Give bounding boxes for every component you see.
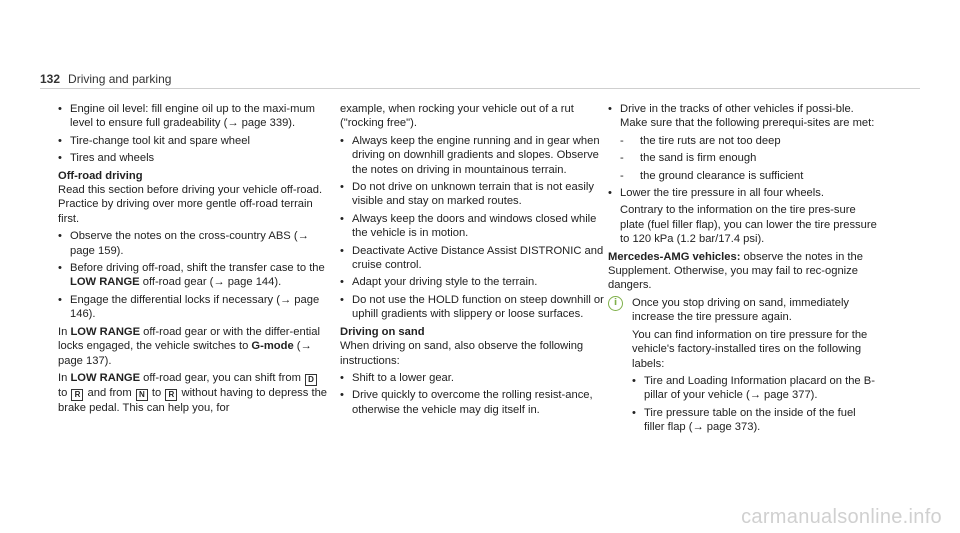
bullet-tires-wheels: • Tires and wheels (58, 151, 328, 165)
bullet-engine-oil: • Engine oil level: fill engine oil up to the maxi-mum level to ensure full gradeability (→ page 339). (58, 102, 328, 131)
gear-r-icon: R (71, 389, 83, 401)
bullet-pressure-table: • Tire pressure table on the inside of the fuel filler flap (→ page 373). (632, 406, 878, 435)
bullet-hold-function: • Do not use the HOLD function on steep downhill or uphill gradients with slippery or loose surfaces. (340, 293, 610, 322)
para-g-mode: In LOW RANGE off-road gear or with the differ-ential locks engaged, the vehicle switches to G-mode (→ page 137). (58, 325, 320, 367)
sand-intro: When driving on sand, also observe the following instructions: (340, 340, 584, 367)
dash-sand-firm: - the sand is firm enough (608, 151, 878, 165)
para-shift: In LOW RANGE off-road gear, you can shift from D to R and from N to R without having to depress the brake pedal. This can help you, for (58, 371, 328, 414)
info-icon: i (608, 296, 623, 311)
gear-n-icon: N (136, 389, 148, 401)
page-header (40, 72, 171, 86)
note-text: Once you stop driving on sand, immediately increase the tire pressure again. (632, 296, 850, 324)
column-2 (340, 102, 610, 420)
para-rocking: example, when rocking your vehicle out of a rut ("rocking free"). (340, 103, 574, 130)
gear-r-icon: R (165, 389, 177, 401)
gear-d-icon: D (305, 374, 317, 386)
para-amg: Mercedes-AMG vehicles: observe the notes in the Supplement. Otherwise, you may fail to rec-ognize dangers. (608, 250, 863, 292)
heading-offroad: Off-road driving (58, 169, 143, 182)
bullet-lower-gear: • Shift to a lower gear. (340, 371, 610, 385)
header-divider (40, 88, 920, 89)
bullet-distronic: • Deactivate Active Distance Assist DISTRONIC and cruise control. (340, 244, 610, 273)
bullet-diff-locks: • Engage the differential locks if necessary (→ page 146). (58, 293, 328, 322)
column-3 (608, 102, 878, 438)
bullet-abs: • Observe the notes on the cross-country ABS (→ page 159). (58, 229, 328, 258)
dash-ground-clearance: - the ground clearance is sufficient (608, 169, 878, 183)
bullet-unknown-terrain: • Do not drive on unknown terrain that is not easily visible and stay on marked routes. (340, 180, 610, 209)
column-1 (58, 102, 328, 415)
page-number: 132 (40, 72, 61, 86)
bullet-placard: • Tire and Loading Information placard on the B-pillar of your vehicle (→ page 377). (632, 374, 878, 403)
bullet-doors-windows: • Always keep the doors and windows closed while the vehicle is in motion. (340, 212, 610, 241)
watermark: carmanualsonline.info (741, 506, 942, 528)
bullet-lower-pressure: • Lower the tire pressure in all four wheels. (608, 186, 878, 200)
info-note (608, 296, 878, 435)
bullet-tire-change-kit: • Tire-change tool kit and spare wheel (58, 134, 328, 148)
dash-tire-ruts: - the tire ruts are not too deep (608, 134, 878, 148)
pressure-text: Contrary to the information on the tire pres-sure plate (fuel filler flap), you can lower the tire pressure to 120 kPa (1.2 bar/17.4 psi). (620, 204, 877, 246)
bullet-low-range: • Before driving off-road, shift the transfer case to the LOW RANGE off-road gear (→ page 144). (58, 261, 328, 290)
note-text-2: You can find information on tire pressure for the vehicle's factory-installed tires on the following labels: (632, 328, 868, 370)
bullet-drive-quickly: • Drive quickly to overcome the rolling resist-ance, otherwise the vehicle may dig itself in. (340, 388, 610, 417)
bullet-engine-running: • Always keep the engine running and in gear when driving on downhill gradients and slopes. Observe the notes on driving in mountainous terrain. (340, 134, 610, 177)
section-title: Driving and parking (68, 72, 172, 86)
bullet-tracks: • Drive in the tracks of other vehicles if possi-ble. Make sure that the following prerequi-sites are met: (608, 102, 878, 131)
offroad-intro: Read this section before driving your vehicle off-road. Practice by driving over more gentle off-road terrain first. (58, 184, 323, 225)
bullet-driving-style: • Adapt your driving style to the terrain. (340, 275, 610, 289)
heading-sand: Driving on sand (340, 325, 425, 338)
